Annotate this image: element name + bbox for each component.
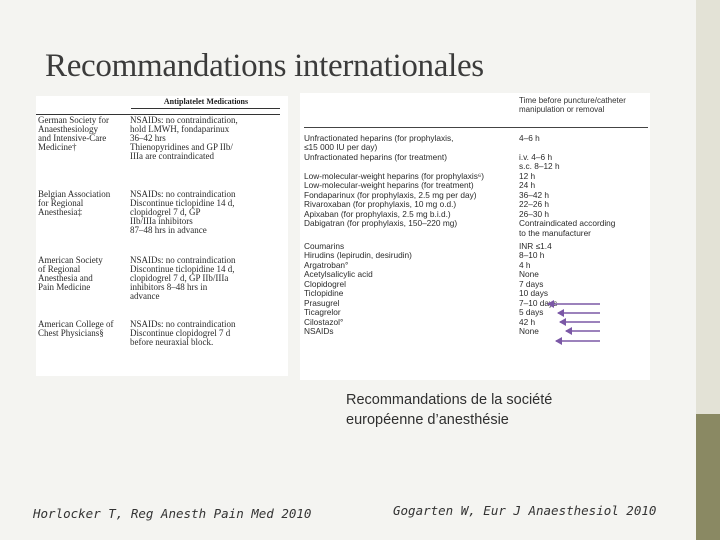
drug-cell: NSAIDs (304, 326, 334, 336)
time-cell: 5 days (519, 307, 544, 318)
drug-cell: Ticlopidine (304, 288, 344, 299)
recommendation-line: clopidogrel 7 d, GP IIb/IIIa (130, 273, 229, 283)
organization-line: for Regional (38, 198, 84, 208)
time-cell: 4–6 h (519, 133, 540, 143)
recommendation-line: 87–48 hrs in advance (130, 225, 207, 235)
organization-line: Anesthesia and (38, 273, 93, 283)
anticoagulant-row (300, 219, 650, 228)
organization-cell (38, 256, 130, 292)
recommendation-line: IIIa are contraindicated (130, 151, 214, 161)
anticoagulant-row (300, 318, 650, 327)
organization-line: Anesthesia‡ (38, 207, 82, 217)
anticoagulant-row (300, 280, 650, 289)
organization-line: German Society for (38, 115, 109, 125)
drug-cell: Cilostazol° (304, 316, 344, 327)
time-cell: 12 h (519, 170, 536, 181)
anticoagulant-row (300, 200, 650, 209)
time-cell: 8–10 h (519, 250, 545, 261)
organization-cell (38, 116, 130, 152)
time-cell: None (519, 269, 539, 280)
time-cell: 36–42 h (519, 189, 549, 200)
organization-cell (38, 320, 130, 338)
anticoagulant-row (300, 308, 650, 317)
drug-cell: Hirudins (lepirudin, desirudin) (304, 250, 412, 261)
slide-title: Recommandations internationales (45, 48, 484, 84)
organization-line: Chest Physicians§ (38, 328, 104, 338)
anticoagulant-row (300, 270, 650, 279)
time-cell: 42 h (519, 316, 536, 327)
time-cell: Contraindicated according (519, 218, 616, 229)
caption-line: européenne d’anesthésie (346, 412, 509, 428)
anticoagulant-row (300, 289, 650, 298)
anticoagulant-row (300, 162, 650, 171)
anticoagulant-row (300, 299, 650, 308)
drug-cell: Coumarins (304, 240, 345, 251)
drug-cell: ≤15 000 IU per day) (304, 142, 378, 153)
recommendation-line: 36–42 hrs (130, 133, 166, 143)
organization-line: Anaesthesiology (38, 124, 98, 134)
organization-line: Pain Medicine (38, 282, 91, 292)
recommendation-cell (130, 190, 286, 235)
drug-cell: Dabigatran (for prophylaxis, 150–220 mg) (304, 218, 458, 229)
recommendation-cell (130, 320, 286, 347)
time-column-header (519, 96, 649, 114)
time-cell: to the manufacturer (519, 227, 591, 238)
anticoagulant-row (300, 229, 650, 238)
recommendation-line: NSAIDs: no contraindication, (130, 115, 238, 125)
time-cell: 24 h (519, 180, 536, 191)
drug-cell: Ticagrelor (304, 307, 341, 318)
side-bar-light (696, 0, 720, 414)
time-cell: 7–10 days (519, 297, 558, 308)
organization-line: of Regional (38, 264, 81, 274)
recommendation-cell (130, 256, 286, 301)
drug-cell: Unfractionated heparins (for treatment) (304, 151, 447, 162)
recommendation-line: before neuraxial block. (130, 337, 214, 347)
anticoagulant-row (300, 327, 650, 336)
recommendation-line: NSAIDs: no contraindication (130, 255, 236, 265)
recommendation-cell (130, 116, 286, 161)
organization-line: Belgian Association (38, 189, 111, 199)
time-column-header-line: manipulation or removal (519, 105, 605, 114)
drug-cell: Apixaban (for prophylaxis, 2.5 mg b.i.d.) (304, 208, 451, 219)
time-cell: i.v. 4–6 h (519, 151, 553, 162)
table-rule (131, 108, 280, 109)
anticoagulant-row (300, 181, 650, 190)
drug-cell: Fondaparinux (for prophylaxis, 2.5 mg per day) (304, 189, 477, 200)
anticoagulant-table (300, 93, 650, 380)
recommendation-line: advance (130, 291, 160, 301)
time-cell: 7 days (519, 278, 544, 289)
recommendation-line: Discontinue ticlopidine 14 d, (130, 198, 235, 208)
caption (346, 390, 586, 430)
antiplatelet-table (36, 96, 288, 376)
drug-cell: Low-molecular-weight heparins (for prophylaxis⁶) (304, 170, 485, 181)
time-cell: 26–30 h (519, 208, 549, 219)
drug-cell: Rivaroxaban (for prophylaxis, 10 mg o.d.) (304, 199, 457, 210)
time-cell: s.c. 8–12 h (519, 161, 560, 172)
time-cell: None (519, 326, 539, 336)
time-cell: 4 h (519, 259, 531, 270)
recommendation-line: NSAIDs: no contraindication (130, 319, 236, 329)
organization-line: Medicine† (38, 142, 77, 152)
recommendation-line: inhibitors 8–48 hrs in (130, 282, 208, 292)
anticoagulant-row (300, 251, 650, 260)
time-cell: 10 days (519, 288, 549, 299)
time-cell: 22–26 h (519, 199, 549, 210)
recommendation-line: NSAIDs: no contraindication (130, 189, 236, 199)
organization-line: American College of (38, 319, 114, 329)
table-rule (304, 127, 648, 128)
reference-left: Horlocker T, Reg Anesth Pain Med 2010 (33, 506, 312, 521)
recommendation-line: clopidogrel 7 d, GP (130, 207, 201, 217)
time-column-header-line: Time before puncture/catheter (519, 96, 626, 105)
organization-cell (38, 190, 130, 217)
organization-line: and Intensive-Care (38, 133, 107, 143)
recommendation-line: Thienopyridines and GP IIb/ (130, 142, 233, 152)
drug-cell: Clopidogrel (304, 278, 346, 289)
drug-cell: Prasugrel (304, 297, 340, 308)
recommendation-line: hold LMWH, fondaparinux (130, 124, 230, 134)
drug-cell: Unfractionated heparins (for prophylaxis, (304, 133, 454, 143)
time-cell: INR ≤1.4 (519, 240, 552, 251)
drug-cell: Acetylsalicylic acid (304, 269, 373, 280)
anticoagulant-row (300, 153, 650, 162)
antiplatelet-table-header: Antiplatelet Medications (163, 97, 249, 106)
reference-right: Gogarten W, Eur J Anaesthesiol 2010 (393, 503, 657, 518)
caption-line: Recommandations de la société (346, 392, 553, 408)
drug-cell: Argatroban° (304, 259, 349, 270)
side-bar-dark (696, 414, 720, 540)
recommendation-line: IIb/IIIa inhibitors (130, 216, 193, 226)
recommendation-line: Discontinue clopidogrel 7 d (130, 328, 231, 338)
organization-line: American Society (38, 255, 103, 265)
drug-cell: Low-molecular-weight heparins (for treatment) (304, 180, 474, 191)
recommendation-line: Discontinue ticlopidine 14 d, (130, 264, 235, 274)
